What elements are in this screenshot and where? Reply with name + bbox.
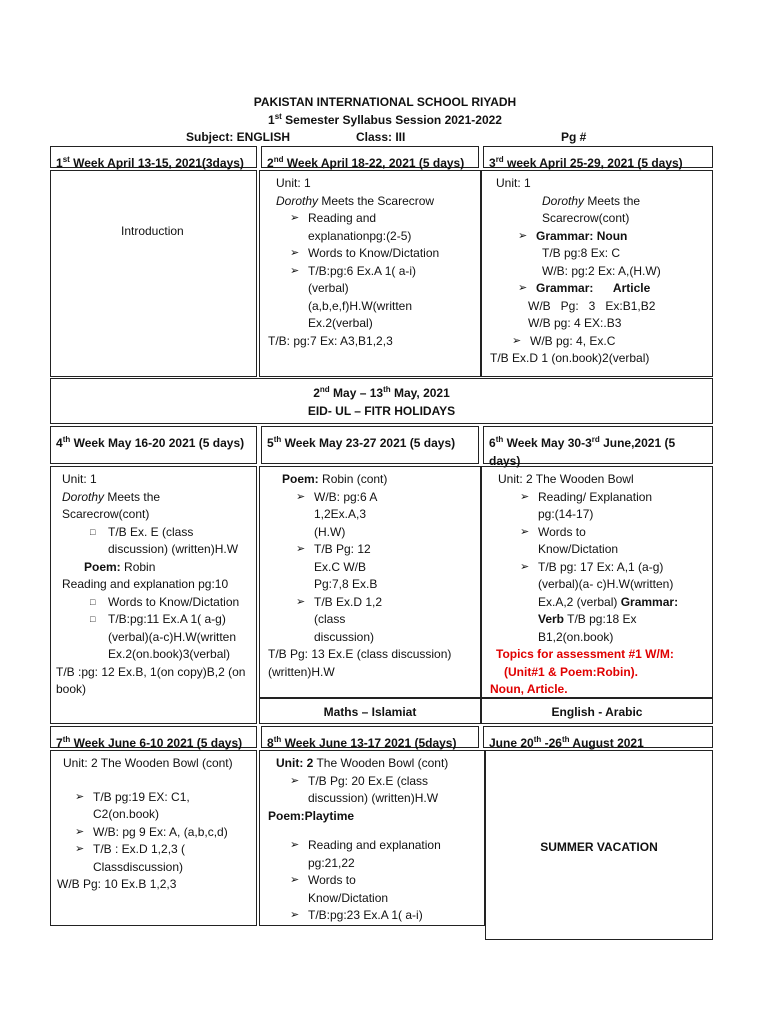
list-item: ➢ W/B: pg 9 Ex: A, (a,b,c,d) <box>71 824 248 842</box>
poem-title: Poem:Playtime <box>268 808 355 823</box>
story-title: Dorothy Meets the Scarecrow <box>276 193 435 208</box>
tail-text: T/B Pg: 13 Ex.E (class discussion) (written)H.W <box>268 647 452 679</box>
week-2-content <box>259 170 481 377</box>
list-item: ➢ T/B:pg:6 Ex.A 1( a-i)(verbal) (a,b,e,f)H.W(written Ex.2(verbal) <box>286 263 443 333</box>
list-item: ➢ Words to Know/Dictation <box>286 245 472 263</box>
summer-content <box>485 750 713 940</box>
list-item: □ T/B:pg:11 Ex.A 1( a-g) (verbal)(a-c)H.W(written Ex.2(on.book)3(verbal) <box>86 611 248 664</box>
list-item: ➢ T/B pg: 17 Ex: A,1 (a-g) (verbal)(a- c)H.W(written) Ex.A,2 (verbal) Grammar: Verb T/B pg:18 Ex B1,2(on.book) <box>516 559 698 647</box>
poem-line: Poem: Robin <box>84 559 156 574</box>
week-4-content <box>50 466 257 724</box>
grammar-line: W/B: pg:2 Ex: A,(H.W) <box>542 263 661 278</box>
holiday-band <box>50 378 713 424</box>
story-title: Dorothy Meets the Scarecrow(cont) <box>62 489 161 521</box>
list-item: ➢ Reading and explanation pg:21,22 <box>286 837 458 872</box>
week-8-list <box>268 773 476 808</box>
list-item: ➢ T/B:pg:23 Ex.A 1( a-i) <box>286 907 476 925</box>
list-item: ➢ T/B Ex.D 1,2 (class discussion) <box>292 594 394 647</box>
week-1-header: 1st Week April 13-15, 2021(3days) <box>50 146 257 168</box>
unit-label: Unit: 2 The Wooden Bowl (cont) <box>276 756 449 770</box>
page-label: Pg # <box>561 130 587 144</box>
intro-text: Introduction <box>121 224 184 238</box>
unit-label: Unit: 2 The Wooden Bowl <box>498 472 634 486</box>
week-7-content <box>50 750 257 926</box>
summer-header: June 20th -26th August 2021 <box>483 726 713 748</box>
week-1-content <box>50 170 257 377</box>
list-item: ➢ T/B Pg: 20 Ex.E (class discussion) (written)H.W <box>286 773 478 808</box>
week-3-header: 3rd week April 25-29, 2021 (5 days) <box>483 146 713 168</box>
school-title: PAKISTAN INTERNATIONAL SCHOOL RIYADH <box>253 95 517 109</box>
poem-line: Poem: Robin (cont) <box>282 472 388 486</box>
list-item: ➢ T/B pg:19 EX: C1, C2(on.book) <box>71 789 203 824</box>
semester-title: 1st Semester Syllabus Session 2021-2022 <box>268 112 502 127</box>
list-item: □ T/B Ex. E (class discussion) (written)H.W <box>86 524 248 559</box>
holiday-dates: 2nd May – 13th May, 2021 <box>313 385 450 400</box>
week-5-list <box>268 489 472 647</box>
list-item: ➢ T/B : Ex.D 1,2,3 ( Classdiscussion) <box>71 841 203 876</box>
week-2-header: 2nd Week April 18-22, 2021 (5 days) <box>261 146 479 168</box>
list-item: ➢ Words to Know/Dictation <box>516 524 648 559</box>
story-title: Dorothy Meets the Scarecrow(cont) <box>542 193 641 225</box>
summer-label: SUMMER VACATION <box>540 840 658 854</box>
week-7-list <box>63 789 248 877</box>
week-6-header: 6th Week May 30-3rd June,2021 (5 days) <box>483 426 713 464</box>
tail-text: T/B: pg:7 Ex: A3,B1,2,3 <box>268 333 393 348</box>
tail-text: T/B :pg: 12 Ex.B, 1(on copy)B,2 (on book) <box>56 664 246 696</box>
week-8-content <box>259 750 485 926</box>
list-item: ➢ Grammar: Noun <box>514 228 704 246</box>
week-5-header: 5th Week May 23-27 2021 (5 days) <box>261 426 479 464</box>
assessment-topics: (Unit#1 & Poem:Robin). <box>504 664 638 679</box>
grammar-line: W/B Pg: 3 Ex:B1,B2 <box>528 298 656 313</box>
list-item: ➢ Grammar: Article <box>514 280 704 298</box>
week-3-list <box>490 228 704 246</box>
week-5-footer: Maths – Islamiat <box>259 698 481 724</box>
week-5-content <box>259 466 481 698</box>
week-7-header: 7th Week June 6-10 2021 (5 days) <box>50 726 257 748</box>
week-6-list <box>490 489 704 647</box>
week-4-list <box>62 524 248 559</box>
week-3-list <box>490 333 704 351</box>
week-8-list <box>268 837 476 925</box>
list-item: ➢ Words to Know/Dictation <box>286 872 418 907</box>
list-item: ➢ Reading and explanationpg:(2-5) <box>286 210 428 245</box>
week-3-content <box>481 170 713 377</box>
week-6-content <box>481 466 713 698</box>
reading-line: Reading and explanation pg:10 <box>62 577 229 591</box>
assessment-topics: Noun, Article. <box>490 682 568 696</box>
list-item: □ Words to Know/Dictation <box>86 594 248 612</box>
class-label: Class: III <box>356 130 406 144</box>
week-4-list <box>62 594 248 664</box>
unit-label: Unit: 1 <box>496 176 531 190</box>
unit-label: Unit: 1 <box>62 472 97 486</box>
list-item: ➢ W/B pg: 4, Ex.C <box>508 333 704 351</box>
holiday-title: EID- UL – FITR HOLIDAYS <box>307 404 456 418</box>
tail-text: W/B Pg: 10 Ex.B 1,2,3 <box>57 877 177 891</box>
week-3-list <box>490 280 704 298</box>
list-item: ➢ W/B: pg:6 A 1,2Ex.A,3 (H.W) <box>292 489 394 542</box>
assessment-topics: Topics for assessment #1 W/M: <box>496 647 674 661</box>
week-8-header: 8th Week June 13-17 2021 (5days) <box>261 726 479 748</box>
grammar-line: T/B pg:8 Ex: C <box>542 246 621 260</box>
week-4-header: 4th Week May 16-20 2021 (5 days) <box>50 426 257 464</box>
list-item: ➢ Reading/ Explanation pg:(14-17) <box>516 489 668 524</box>
grammar-line: W/B pg: 4 EX:.B3 <box>528 316 622 330</box>
week-6-footer: English - Arabic <box>481 698 713 724</box>
unit-label: Unit: 2 The Wooden Bowl (cont) <box>63 756 233 770</box>
unit-label: Unit: 1 <box>276 176 311 190</box>
list-item: ➢ T/B Pg: 12 Ex.C W/B Pg:7,8 Ex.B <box>292 541 394 594</box>
tail-text: T/B Ex.D 1 (on.book)2(verbal) <box>490 351 650 365</box>
week-2-list <box>268 210 472 333</box>
subject-label: Subject: ENGLISH <box>186 130 291 144</box>
